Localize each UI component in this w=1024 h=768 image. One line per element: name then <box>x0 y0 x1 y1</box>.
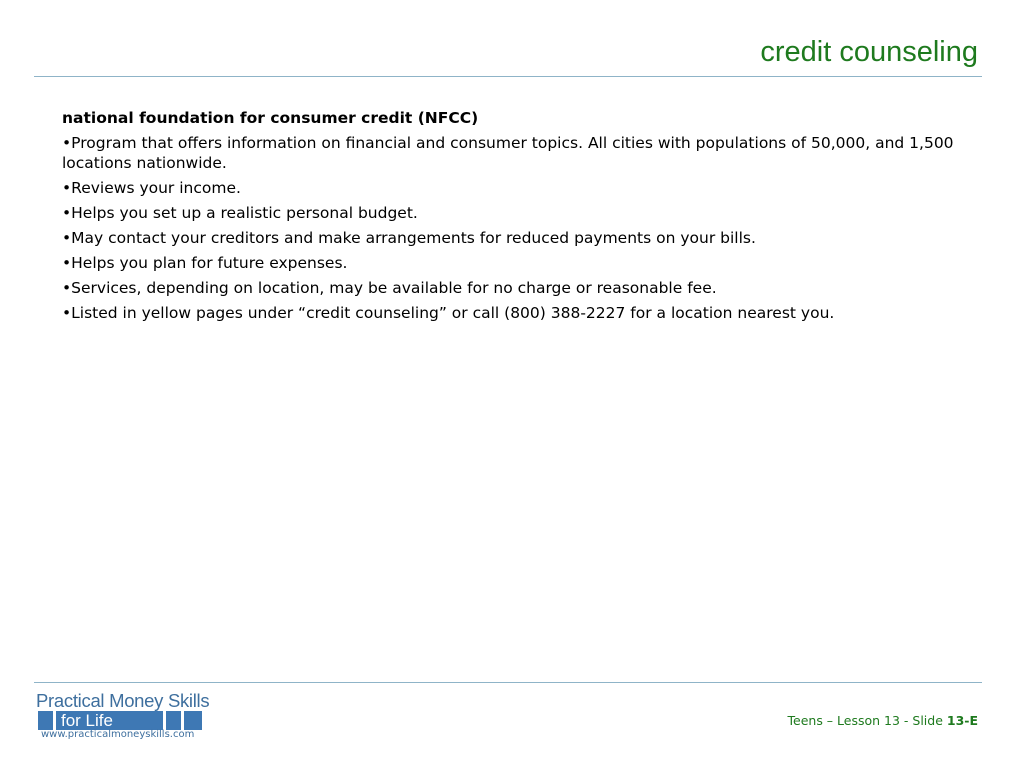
logo-square <box>166 711 181 730</box>
slide-footer <box>788 713 979 728</box>
bullet-item: •Reviews your income. <box>62 179 241 197</box>
bullet-item: •Program that offers information on financial and consumer topics. All cities with populations of 50,000, and 1,500 locations nationwide. <box>62 133 954 172</box>
logo-square <box>38 711 53 730</box>
bullet-item: •Listed in yellow pages under “credit counseling” or call (800) 388-2227 for a location nearest you. <box>62 304 835 322</box>
content-heading: national foundation for consumer credit (NFCC) <box>62 109 479 127</box>
bullet-item: •Helps you plan for future expenses. <box>62 254 348 272</box>
slide-number: 13-E <box>946 713 978 728</box>
logo-url: www.practicalmoneyskills.com <box>41 729 195 740</box>
logo-square <box>184 711 202 730</box>
bullet-item: •Services, depending on location, may be available for no charge or reasonable fee. <box>62 279 717 297</box>
slide-content <box>62 108 972 328</box>
practical-money-skills-logo <box>36 690 236 745</box>
logo-tagline: for Life <box>56 711 163 730</box>
bullet-item: •May contact your creditors and make arrangements for reduced payments on your bills. <box>62 229 756 247</box>
logo-brand-text: Practical Money Skills <box>36 690 210 711</box>
title-divider <box>34 76 982 77</box>
footer-lesson-text: Teens – Lesson 13 - Slide <box>787 713 947 728</box>
bullet-item: •Helps you set up a realistic personal budget. <box>62 204 418 222</box>
footer-divider <box>34 682 982 683</box>
slide-title: credit counseling <box>760 36 978 68</box>
